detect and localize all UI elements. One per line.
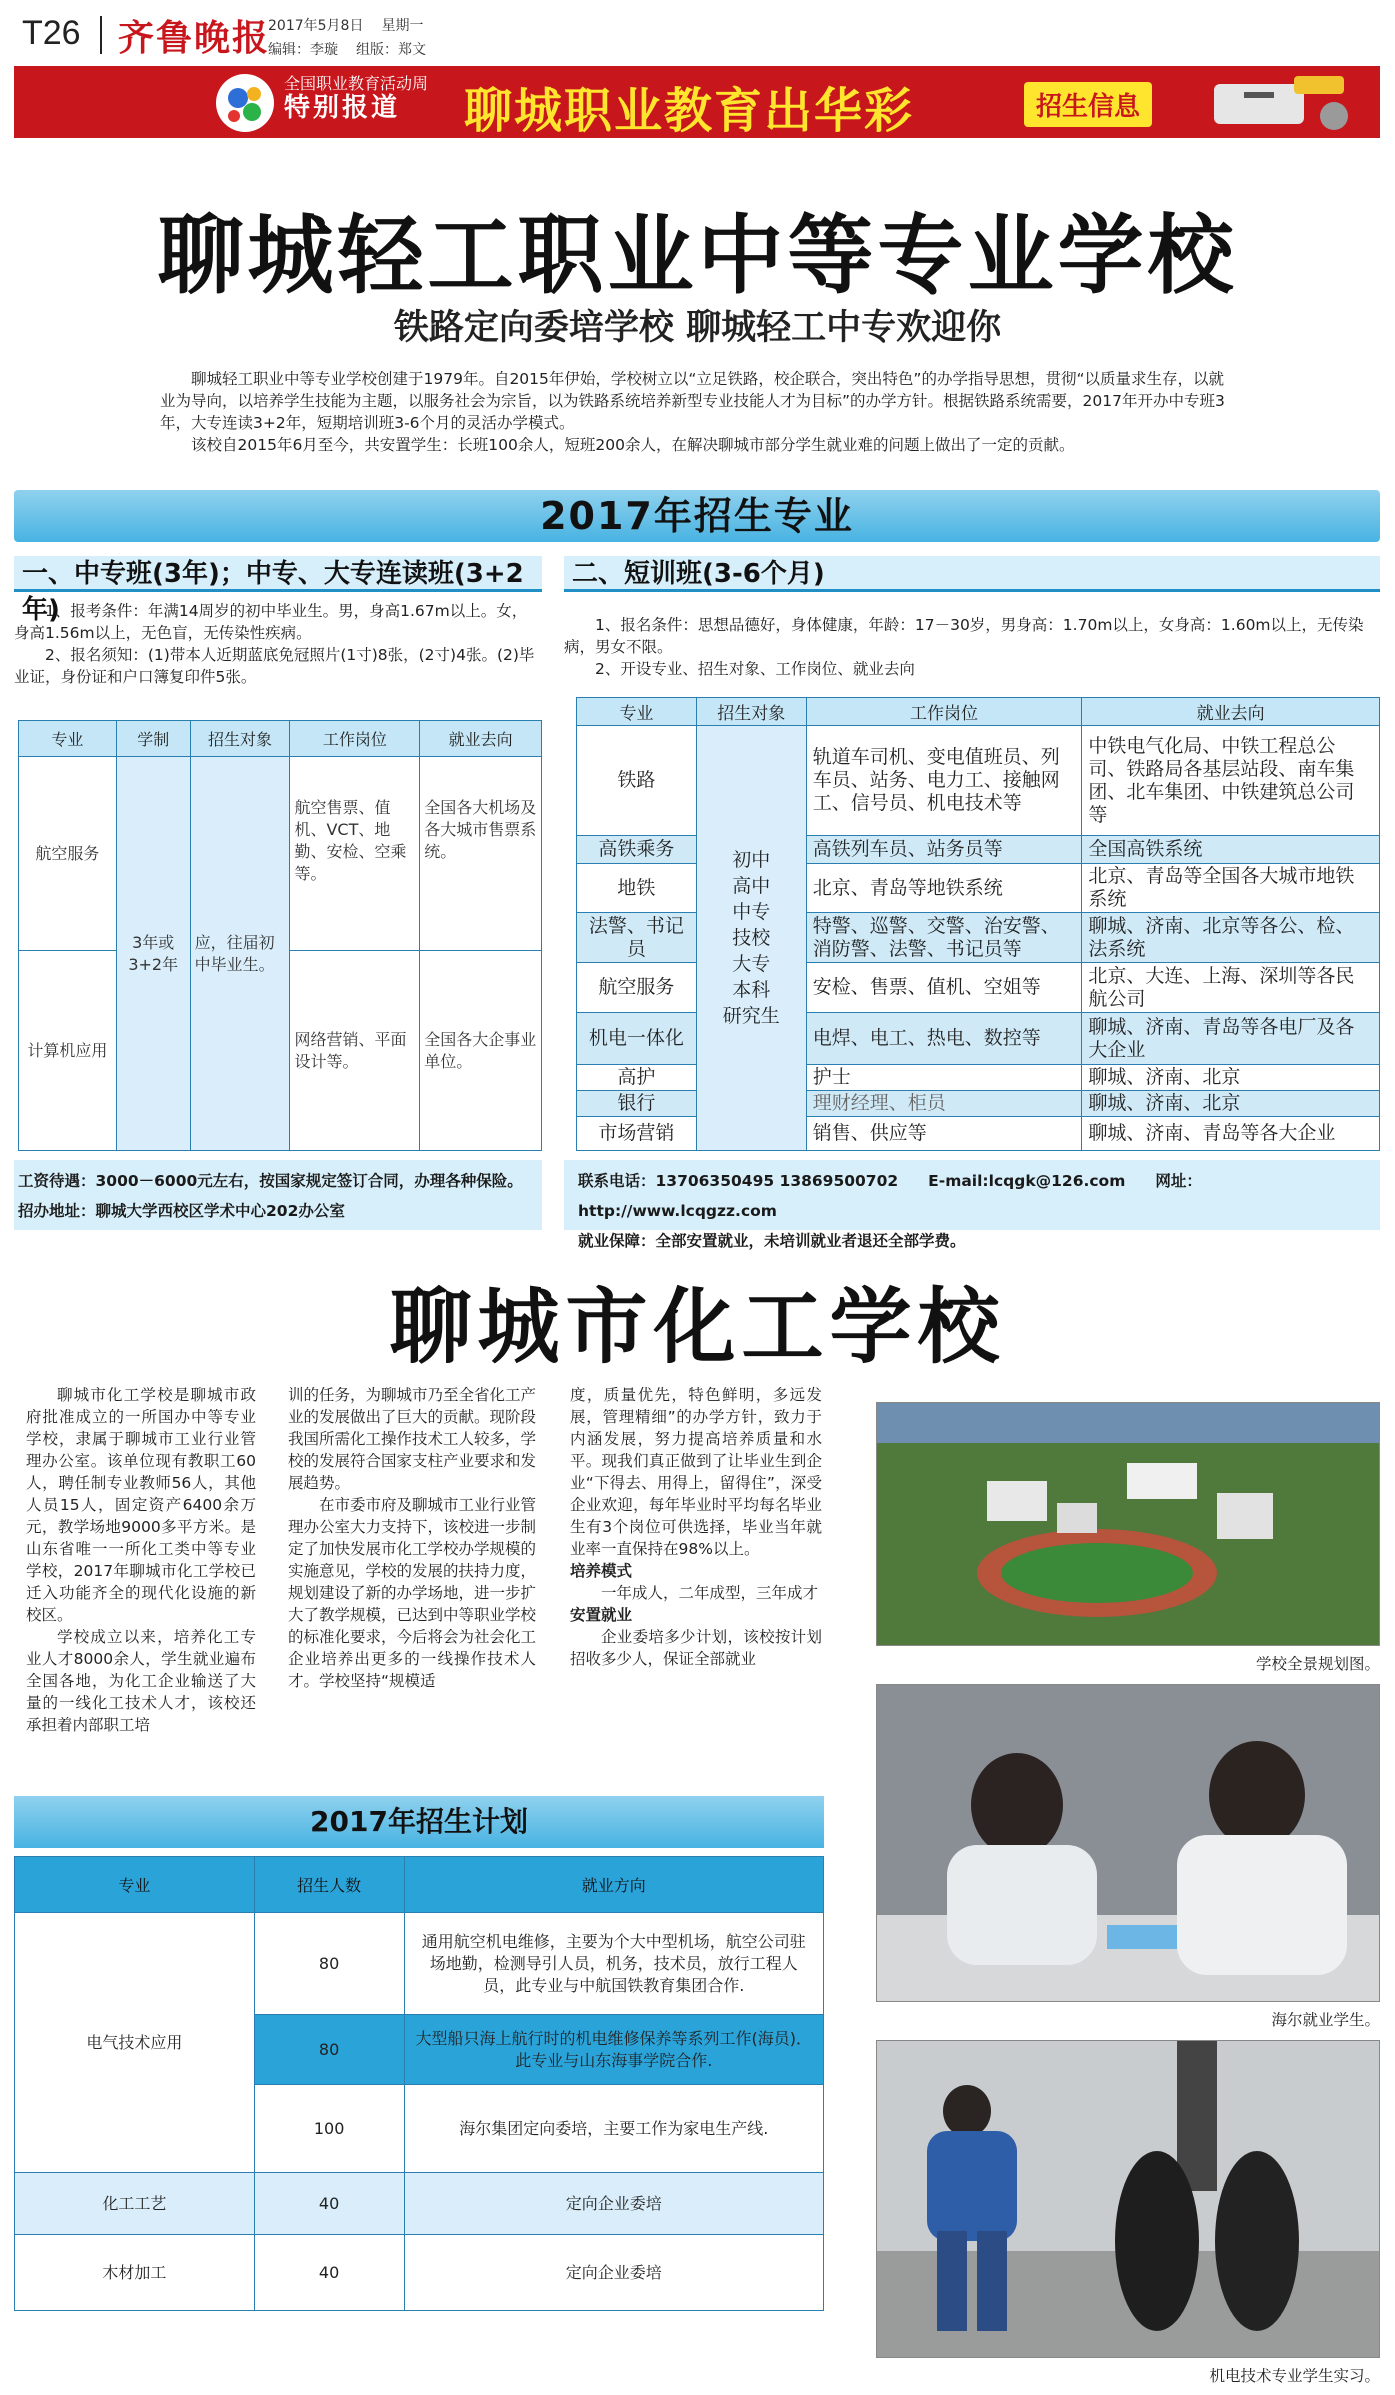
- count-cell: 80: [254, 1913, 404, 2015]
- destination-cell: 北京、青岛等全国各大城市地铁系统: [1082, 864, 1380, 913]
- job-cell: 电焊、电工、热电、数控等: [806, 1013, 1082, 1065]
- destination-cell: 聊城、济南、北京等各公、检、法系统: [1082, 913, 1380, 963]
- school2-col1-p2: 学校成立以来，培养化工专业人才8000余人，学生就业遍布全国各地，为化工企业输送了大量的一线化工技术人才，该校还承担着内部职工培: [26, 1628, 256, 1734]
- table-header-row: [577, 698, 1380, 726]
- banner-special: 特别报道: [284, 93, 401, 123]
- employment-guarantee: 就业保障：全部安置就业，未培训就业者退还全部学费。: [578, 1232, 966, 1250]
- masthead-divider: [100, 16, 102, 54]
- destination-cell: 聊城、济南、北京: [1082, 1065, 1380, 1091]
- table-row: [577, 726, 1380, 836]
- col-job: 工作岗位: [806, 698, 1082, 726]
- job-cell: 高铁列车员、站务员等: [806, 836, 1082, 864]
- direction-cell: 定向企业委培: [404, 2235, 823, 2311]
- haier-students-photo: [876, 1684, 1380, 2002]
- major-cell: 木材加工: [15, 2235, 255, 2311]
- direction-cell: 通用航空机电维修，主要为个大中型机场，航空公司驻场地勤，检测导引人员，机务，技术员，放行工程人员，此专业与中航国铁教育集团合作.: [404, 1913, 823, 2015]
- duration-cell: 3年或3+2年: [116, 757, 190, 1151]
- right-req-2: 2、开设专业、招生对象、工作岗位、就业去向: [595, 660, 915, 678]
- contact-website: 网址：http://www.lcqgzz.com: [578, 1172, 1202, 1220]
- layout-credit: 组版：郑文: [356, 42, 426, 58]
- direction-cell: 海尔集团定向委培，主要工作为家电生产线.: [404, 2085, 823, 2173]
- table-header-row: [15, 1857, 824, 1913]
- job-cell: 理财经理、柜员: [806, 1091, 1082, 1117]
- school1-intro-p1: 聊城轻工职业中等专业学校创建于1979年。自2015年伊始，学校树立以“立足铁路，校企联合，突出特色”的办学指导思想，贯彻“以质量求生存，以就业为导向，以培养学生技能为主题，以服务社会为宗旨，以为铁路系统培养新型专业技能人才为目标”的办学方针。根据铁路系统需要，2017年开办中专班3年，大专连读3+2年，短期培训班3-6个月的灵活办学模式。: [160, 370, 1225, 432]
- caption-haier: 海尔就业学生。: [1271, 2011, 1380, 2029]
- right-requirements: [564, 614, 1380, 680]
- school2-col2-p1: 训的任务，为聊城市乃至全省化工产业的发展做出了巨大的贡献。现阶段我国所需化工操作技术工人较多，学校的发展符合国家支柱产业要求和发展趋势。: [288, 1386, 537, 1492]
- masthead-meta: [268, 14, 444, 62]
- job-cell: 航空售票、值机、VCT、地勤、安检、空乘等。: [290, 757, 420, 951]
- major-cell: 高铁乘务: [577, 836, 697, 864]
- major-cell: 铁路: [577, 726, 697, 836]
- newspaper-logo: 齐鲁晚报: [118, 17, 271, 59]
- banner-tag: 招生信息: [1024, 82, 1152, 127]
- caption-mechatronics: 机电技术专业学生实习。: [1209, 2367, 1380, 2385]
- count-cell: 40: [254, 2173, 404, 2235]
- right-req-1: 1、报名条件：思想品德好，身体健康，年龄：17－30岁，男身高：1.70m以上，女身高：1.60m以上，无传染病，男女不限。: [564, 616, 1364, 656]
- placement-heading: 安置就业: [570, 1606, 633, 1624]
- destination-cell: 北京、大连、上海、深圳等各民航公司: [1082, 963, 1380, 1013]
- destination-cell: 中铁电气化局、中铁工程总公司、铁路局各基层站段、南车集团、北车集团、中铁建筑总公司等: [1082, 726, 1380, 836]
- office-address: 招办地址：聊城大学西校区学术中心202办公室: [18, 1202, 345, 1220]
- right-program-heading: 二、短训班(3-6个月): [564, 556, 1380, 592]
- training-mode-heading: 培养模式: [570, 1562, 633, 1580]
- issue-date: 2017年5月8日: [268, 18, 364, 34]
- major-cell: 电气技术应用: [15, 1913, 255, 2173]
- major-cell: 计算机应用: [19, 951, 117, 1151]
- contact-phone: 联系电话：13706350495 13869500702: [578, 1172, 899, 1190]
- col-job: 工作岗位: [290, 721, 420, 757]
- direction-cell: 定向企业委培: [404, 2173, 823, 2235]
- destination-cell: 全国各大企事业单位。: [420, 951, 542, 1151]
- table-header-row: [19, 721, 542, 757]
- left-req-1: 1、报考条件：年满14周岁的初中毕业生。男，身高1.67m以上。女，身高1.56m以上，无色盲，无传染性疾病。: [14, 602, 528, 642]
- issue-weekday: 星期一: [381, 18, 424, 34]
- school2-column-1: [26, 1384, 256, 1736]
- enroll-plan-table: [14, 1856, 824, 2311]
- target-cell: 初中 高中 中专 技校 大专 本科 研究生: [696, 726, 806, 1151]
- placement-text: 企业委培多少计划，该校按计划招收多少人，保证全部就业: [570, 1628, 822, 1668]
- job-cell: 网络营销、平面设计等。: [290, 951, 420, 1151]
- banner-small-line: 全国职业教育活动周: [284, 74, 429, 93]
- school2-column-2: [288, 1384, 536, 1692]
- col-major: 专业: [19, 721, 117, 757]
- page-number: T26: [22, 14, 81, 52]
- count-cell: 40: [254, 2235, 404, 2311]
- major-cell: 法警、书记员: [577, 913, 697, 963]
- job-cell: 安检、售票、值机、空姐等: [806, 963, 1082, 1013]
- school2-col1-p1: 聊城市化工学校是聊城市政府批准成立的一所国办中等专业学校，隶属于聊城市工业行业管理办公室。该单位现有教职工60人，聘任制专业教师56人，其他人员15人，固定资产6400余万元，教学场地9000多平方米。是山东省唯一一所化工类中等专业学校，2017年聊城市化工学校已迁入功能齐全的现代化设施的新校区。: [26, 1386, 256, 1624]
- job-cell: 护士: [806, 1065, 1082, 1091]
- destination-cell: 聊城、济南、北京: [1082, 1091, 1380, 1117]
- major-cell: 航空服务: [577, 963, 697, 1013]
- count-cell: 80: [254, 2015, 404, 2085]
- school1-intro: [160, 368, 1235, 456]
- col-major: 专业: [577, 698, 697, 726]
- col-count: 招生人数: [254, 1857, 404, 1913]
- major-cell: 机电一体化: [577, 1013, 697, 1065]
- right-contact-box: [564, 1160, 1380, 1250]
- job-cell: 特警、巡警、交警、治安警、消防警、法警、书记员等: [806, 913, 1082, 963]
- left-contact-box: [14, 1160, 542, 1230]
- destination-cell: 全国高铁系统: [1082, 836, 1380, 864]
- col-destination: 就业去向: [420, 721, 542, 757]
- school2-col2-p2: 在市委市府及聊城市工业行业管理办公室大力支持下，该校进一步制定了加快发展市化工学校办学规模的实施意见，学校的发展的扶持力度，规划建设了新的办学场地，进一步扩大了教学规模，已达到中等职业学校的标准化要求，今后将会为社会化工企业培养出更多的一线操作技术人才。学校坚持“规模适: [288, 1496, 537, 1690]
- campus-plan-photo: [876, 1402, 1380, 1646]
- destination-cell: 聊城、济南、青岛等各大企业: [1082, 1117, 1380, 1151]
- table-row: [19, 757, 542, 951]
- col-direction: 就业方向: [404, 1857, 823, 1913]
- school1-subtitle: 铁路定向委培学校 聊城轻工中专欢迎你: [393, 308, 1002, 348]
- left-requirements: [14, 600, 542, 688]
- left-program-heading: 一、中专班(3年)；中专、大专连读班(3+2年): [14, 556, 542, 592]
- major-cell: 银行: [577, 1091, 697, 1117]
- col-major: 专业: [15, 1857, 255, 1913]
- banner-title: 聊城职业教育出华彩: [464, 83, 915, 138]
- col-destination: 就业去向: [1082, 698, 1380, 726]
- major-cell: 航空服务: [19, 757, 117, 951]
- mechatronics-practice-photo: [876, 2040, 1380, 2358]
- editor-credit: 编辑：李璇: [268, 42, 338, 58]
- school1-intro-p2: 该校自2015年6月至今，共安置学生：长班100余人，短班200余人，在解决聊城市部分学生就业难的问题上做出了一定的贡献。: [191, 436, 1075, 454]
- banner-tools-icon: [1174, 66, 1380, 138]
- education-week-logo-icon: [214, 72, 276, 134]
- major-cell: 市场营销: [577, 1117, 697, 1151]
- destination-cell: 全国各大机场及各大城市售票系统。: [420, 757, 542, 951]
- direction-cell: 大型船只海上航行时的机电维修保养等系列工作(海员)．此专业与山东海事学院合作.: [404, 2015, 823, 2085]
- target-cell: 应，往届初中毕业生。: [190, 757, 290, 1151]
- col-duration: 学制: [116, 721, 190, 757]
- long-program-table: [18, 720, 542, 1151]
- table-row: [15, 1913, 824, 2015]
- school2-title: 聊城市化工学校: [389, 1280, 1006, 1375]
- school2-col3-p1: 度，质量优先，特色鲜明，多远发展，管理精细”的办学方针，致力于内涵发展，努力提高培养质量和水平。现我们真正做到了让毕业生到企业“下得去、用得上，留得住”，深受企业欢迎，每年毕业时平均每名毕业生有3个岗位可供选择，毕业当年就业率一直保持在98%以上。: [570, 1386, 822, 1558]
- section-banner: [14, 66, 1380, 138]
- count-cell: 100: [254, 2085, 404, 2173]
- banner-small-text: [284, 72, 429, 123]
- major-cell: 地铁: [577, 864, 697, 913]
- contact-email: E-mail:lcqgk@126.com: [928, 1172, 1126, 1190]
- job-cell: 销售、供应等: [806, 1117, 1082, 1151]
- caption-campus: 学校全景规划图。: [1255, 1655, 1380, 1673]
- table-row: [15, 2235, 824, 2311]
- left-req-2: 2、报名须知：(1)带本人近期蓝底免冠照片(1寸)8张，(2寸)4张。(2)毕业证，身份证和户口簿复印件5张。: [14, 646, 535, 686]
- col-target: 招生对象: [190, 721, 290, 757]
- job-cell: 北京、青岛等地铁系统: [806, 864, 1082, 913]
- enroll-majors-bar: 2017年招生专业: [14, 490, 1380, 542]
- major-cell: 高护: [577, 1065, 697, 1091]
- col-target: 招生对象: [696, 698, 806, 726]
- enroll-plan-bar: 2017年招生计划: [14, 1796, 824, 1848]
- training-mode-text: 一年成人，二年成型，三年成才: [601, 1584, 819, 1602]
- job-cell: 轨道车司机、变电值班员、列车员、站务、电力工、接触网工、信号员、机电技术等: [806, 726, 1082, 836]
- destination-cell: 聊城、济南、青岛等各电厂及各大企业: [1082, 1013, 1380, 1065]
- school1-title: 聊城轻工职业中等专业学校: [157, 206, 1238, 306]
- school2-column-3: [570, 1384, 822, 1670]
- table-row: [15, 2173, 824, 2235]
- major-cell: 化工工艺: [15, 2173, 255, 2235]
- short-program-table: [576, 697, 1380, 1151]
- salary-info: 工资待遇：3000－6000元左右，按国家规定签订合同，办理各种保险。: [18, 1172, 523, 1190]
